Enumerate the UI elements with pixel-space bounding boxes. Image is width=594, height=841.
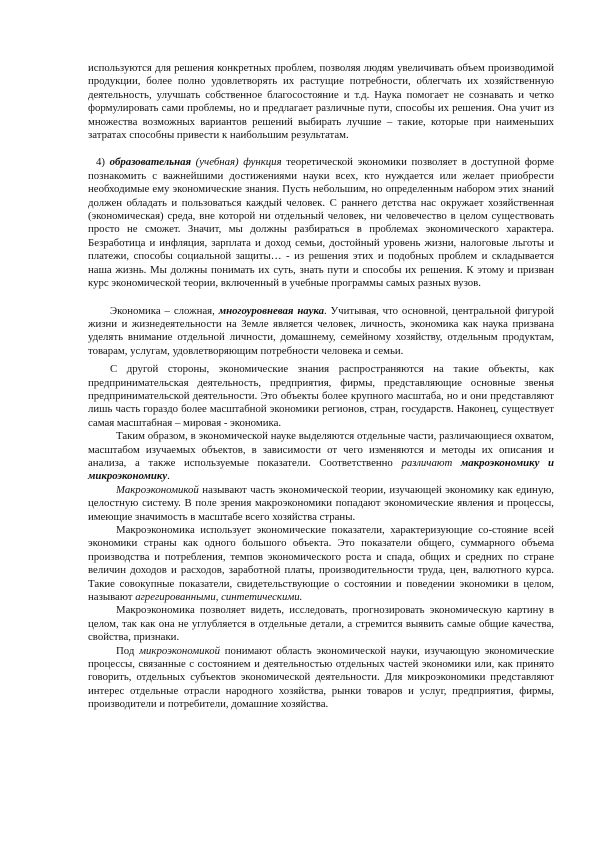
space — [452, 457, 461, 469]
paragraph-macroeconomics-definition — [88, 484, 554, 524]
term-macro-micro: макроэкономику и микроэкономику — [88, 456, 554, 483]
term-educational: образовательная — [109, 156, 192, 169]
term-educational-sub: (учебная) функция — [191, 156, 282, 169]
term-aggregated: агрегированными, синтетическими. — [135, 591, 303, 604]
paragraph-macro-overview: Макроэкономика позволяет видеть, исследовать, прогнозировать экономическую картину в целом, так как она не углубляется в отдельные детали, а стремится выявить самые общие качества, свойства, признаки. — [88, 604, 554, 644]
list-number: 4) — [96, 156, 110, 169]
term-multilevel-science: многоуровневая наука — [218, 304, 324, 317]
paragraph-parts-text: Таким образом, в экономической науке выделяются отдельные части, различающиеся охватом, масштабом изучаемых объектов, в зависимости от чего изменяются и методы их описания и анализа, а также используемые показатели. Соответственно — [88, 430, 554, 469]
paragraph-microeconomics-definition — [88, 645, 554, 712]
paragraph-micro-text: понимают область экономической науки, изучающую экономические процессы, связанные с состоянием и деятельностью отдельных частей экономики или, как принято говорить, отдельных субъектов экономической деятельности. Для микроэкономики представляют интерес отдельные отрасли народного хозяйства, рынки товаров и услуг, предприятия, фирмы, производители и потребители, домашние хозяйства. — [88, 644, 554, 711]
paragraph-science-practical: используются для решения конкретных проблем, позволяя людям увеличивать объем производимой продукции, более полно удовлетворять их растущие потребности, облегчать их хозяйственную деятельность, улучшать собственное благосостояние и т.д. Наука помогает не сознавать и четко формулировать сами проблемы, но и предлагает различные пути, способы их решения. Она учит из множества возможных вариантов решений выбирать лучшие – такие, которые при наименьших затратах способны привести к наибольшим результатам. — [88, 62, 554, 142]
paragraph-educational-text: теоретической экономики позволяет в доступной форме познакомить с важнейшими достижениями науки всех, кто нуждается или желает приобрести необходимые ему экономические знания. Пусть небольшим, но определенным набором этих знаний должен обладать и пользоваться каждый человек. С раннего детства нас окружает хозяйственная (экономическая) среда, вне которой ни отдельный человек, ни человечество в целом существовать просто не сможет. Значит, мы должны разбираться в проблемах экономического характера. Безработица и инфляция, зарплата и доход семьи, достойный уровень жизни, налоговые льготы и платежи, способы социальной защиты… - из решения этих и подобных проблем и складывается наша жизнь. Мы должны понимать их суть, знать пути и способы их решения. К этому и призван курс экономической теории, включенный в учебные программы самых разных вузов. — [88, 156, 554, 290]
period: . — [167, 470, 170, 483]
paragraph-indicators-text: Макроэкономика использует экономические показатели, характеризующие со-стояние всей экономики страны как одного большого объекта. Это показатели общего, суммарного объема производства и потребления, темпов экономического роста и спада, общих и средних по стране величин доходов и расходов, заработной платы, производительности труда, цен, валютного курса. Такие совокупные показатели, свидетельствующие о состоянии и поведении экономики в целом, называют — [88, 524, 554, 604]
paragraph-macro-def-text: называют часть экономической теории, изучающей экономику как единую, целостную систему. В поле зрения макроэкономики попадают экономические явления и процессы, имеющие значимость в масштабе всего хозяйства страны. — [88, 483, 554, 523]
term-distinguish: различают — [401, 456, 453, 469]
paragraph-multilevel-lead: Экономика – сложная, — [110, 304, 219, 317]
paragraph-macro-indicators — [88, 524, 554, 604]
paragraph-educational-function — [88, 156, 554, 290]
term-microeconomics: микроэкономикой — [139, 644, 221, 657]
paragraph-multilevel-text: . Учитывая, что основной, центральной фигурой жизни и жизнедеятельности на Земле является человек, личность, экономика как наука призвана уделять внимание отдельной личности, домашнему, семейному хозяйству, отдельным продуктам, товарам, услугам, удовлетворяющим потребности человека и семьи. — [88, 304, 554, 357]
paragraph-multilevel-science — [88, 305, 554, 359]
paragraph-micro-lead: Под — [116, 644, 140, 657]
term-macroeconomics: Макроэкономикой — [116, 483, 199, 496]
paragraph-other-side: С другой стороны, экономические знания распространяются на такие объекты, как предпринимательская деятельность, предприятия, фирмы, представляющие основные звенья предпринимательской деятельности. Это объекты более крупного масштаба, но и они представляют лишь часть гораздо более масштабной экономики регионов, стран, государств. Наконец, существует самая масштабная – мировая - экономика. — [88, 363, 554, 429]
paragraph-parts-of-science — [88, 430, 554, 484]
text-column — [88, 62, 554, 712]
